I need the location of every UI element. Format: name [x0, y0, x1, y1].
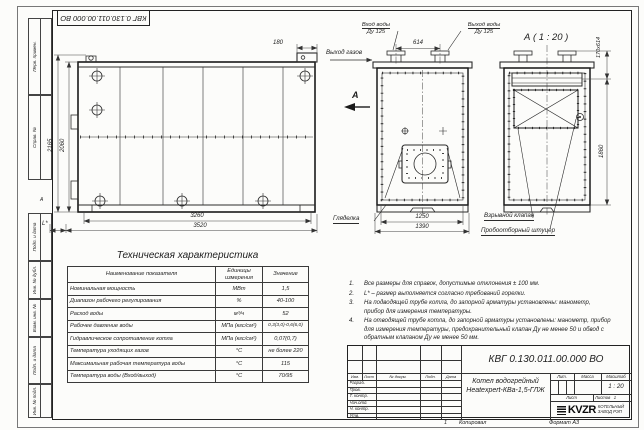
note-text: На отводящей трубе котла, до запорной арматуры установлены: манометр, прибор для измерения температуры, предохранительный клапан Ду не менее 50 и обвод с обратным клапаном Ду не менее 50 мм.: [364, 318, 611, 342]
tech-row: [68, 295, 309, 308]
view-a-title: А ( 1 : 20 ): [524, 32, 569, 43]
tech-row: [68, 308, 309, 321]
note-text: На подводящей трубе котла, до запорной арматуры установлены: манометр, прибор для измерения температуры.: [364, 300, 591, 315]
tech-value: не более 220: [263, 345, 309, 358]
tech-col-value: Значение: [263, 267, 309, 283]
dim-170x614: 170х614: [596, 36, 602, 58]
tech-units: °С: [216, 358, 263, 371]
tech-units: МПа (кгс/см²): [216, 320, 263, 333]
water-outlet-callout: [458, 22, 510, 36]
tech-row: [68, 370, 309, 383]
note-item: 1. Все размеры для справок, допустимые отклонения ± 100 мм.: [349, 281, 540, 287]
dim-180: 180: [272, 40, 283, 46]
front-view-dimensions: [375, 49, 469, 235]
dim-2060: 2060: [60, 138, 66, 152]
water-inlet-callout: [352, 22, 400, 36]
row-nachotd: Нач.отд.: [349, 399, 368, 405]
title-block: [347, 345, 630, 418]
side-stamp-label: Инв. № дубл.: [32, 265, 37, 295]
dim-2165: 2165: [48, 138, 54, 152]
dim-1860: 1860: [599, 144, 605, 158]
explosion-valve-label: Взрывной клапан: [484, 212, 535, 219]
tech-name: Температура уходящих газов: [68, 345, 216, 358]
tech-value: 115: [263, 358, 309, 371]
tech-units: МПа (кгс/см²): [216, 333, 263, 346]
col-data: Дата: [445, 374, 457, 379]
front-view-drawing: [373, 31, 472, 234]
kvzr-logo: [551, 402, 630, 418]
sampling-fitting-label: Пробоотборный штуцер: [481, 227, 556, 234]
mass-label: Масса: [581, 374, 594, 379]
side-stamp-label: Подп. и дата: [32, 222, 37, 252]
dim-1390: 1390: [415, 223, 429, 230]
gas-outlet-label: Выход газов: [326, 49, 363, 56]
lit-label: Лит.: [557, 374, 567, 379]
note-text: Все размеры для справок, допустимые отклонения ± 100 мм.: [364, 281, 540, 287]
lifting-lug-marks: [89, 68, 313, 209]
tech-table: [67, 266, 309, 383]
row-tkontr: Т. контр.: [349, 393, 369, 398]
company-name: [598, 405, 624, 415]
tech-value: 40-100: [263, 295, 309, 308]
tech-units: °С: [216, 370, 263, 383]
tech-name: Рабочее давление воды: [68, 320, 216, 333]
sheets-label: Листов 1: [595, 395, 617, 400]
side-stamp-label: Подп. и дата: [32, 346, 37, 375]
tech-name: Номинальная мощность: [68, 283, 216, 296]
tech-row: [68, 333, 309, 346]
tech-units: °С: [216, 345, 263, 358]
tech-table-title: Техническая характеристика: [116, 250, 259, 261]
sight-glass-label: Гляделка: [333, 215, 360, 222]
top-doc-number: КВГ 0.130.011.00.000 ВО: [60, 14, 147, 23]
row-utv: Утв.: [349, 412, 360, 418]
dim-3260: 3260: [190, 213, 204, 219]
company-name-line2: ЗАВОД РЭП: [597, 409, 622, 414]
row-razrab: Разраб.: [349, 380, 366, 385]
scale-value: 1 : 20: [608, 383, 624, 390]
col-docnum: № докум.: [389, 374, 407, 379]
rear-view-drawing: [500, 45, 611, 229]
col-podp: Подп.: [425, 374, 436, 379]
tech-row: [68, 283, 309, 296]
kvzr-logo-icon: [557, 406, 566, 415]
tech-units: %: [216, 295, 263, 308]
side-stamp-label: Взам. инв. №: [32, 303, 37, 333]
explosion-valve-panel: [514, 90, 578, 128]
notes-list: [349, 280, 611, 344]
note-item: 4. На отводящей трубе котла, до запорной арматуры установлены: манометр, прибор для измерения температуры, предохранительный клапан Ду не менее 50 и обвод с обратным клапаном Ду не менее 50 мм.: [349, 318, 611, 342]
company-name-line1: КОТЕЛЬНЫЙ: [597, 404, 625, 410]
water-inlet-dn: Ду 125: [366, 29, 386, 36]
note-item: 3. На подводящей трубе котла, до запорной арматуры установлены: манометр, прибор для измерения температуры.: [349, 299, 611, 316]
dim-3520: 3520: [193, 222, 207, 229]
row-prov: Пров.: [349, 386, 361, 392]
sheet-label: Лист: [566, 395, 577, 400]
section-letter: А: [352, 90, 359, 100]
tech-value: 70/95: [263, 370, 309, 383]
tech-col-units: Единицы измерения: [216, 267, 263, 283]
water-inlet-label: Вход воды: [361, 22, 391, 28]
tech-value: 0,07(0,7): [263, 333, 309, 346]
tech-row: [68, 345, 309, 358]
doc-number: КВГ 0.130.011.00.000 ВО: [488, 354, 604, 365]
product-title-line1: Котел водогрейный: [472, 378, 539, 385]
footer-sheet-number: 1: [444, 419, 448, 426]
tech-value: 0,3(3,0)-0,6(6,0): [263, 320, 309, 333]
water-outlet-label: Выход воды: [467, 22, 501, 28]
section-view-arrow: [344, 103, 370, 111]
footer-format-label: Формат А3: [549, 419, 580, 426]
tech-units: МВт: [216, 283, 263, 296]
sheets-value: 1: [613, 395, 617, 400]
tech-units: м³/ч: [216, 308, 263, 321]
tech-name: Максимальная рабочая температура воды: [68, 358, 216, 371]
note-text: L* – размер выполняется согласно требований горелки.: [364, 290, 526, 297]
product-title: [461, 377, 550, 396]
side-stamp-label: Инв. № подл.: [32, 386, 37, 416]
side-stamp-label: Перв. примен.: [32, 41, 37, 72]
tech-col-name: Наименование показателя: [68, 267, 216, 283]
dim-L: L*: [42, 221, 48, 227]
tech-name: Температура воды (Вход/выход): [68, 370, 216, 383]
tech-name: Диапазон рабочего регулирования: [68, 295, 216, 308]
burner-plate: [399, 145, 451, 183]
side-view-drawing: [50, 44, 372, 233]
dim-1250: 1250: [415, 214, 429, 220]
tech-value: 1,5: [263, 283, 309, 296]
note-item: 2. L* – размер выполняется согласно требований горелки.: [349, 290, 526, 297]
tech-value: 52: [263, 308, 309, 321]
tech-name: Расход воды: [68, 308, 216, 321]
footer-copied-label: Копировал: [459, 419, 487, 426]
tech-row: [68, 358, 309, 371]
scale-label: Масштаб: [606, 374, 626, 379]
kvzr-logo-text: KVZR: [567, 404, 596, 416]
rear-view-dimensions: [576, 51, 611, 205]
product-title-line2: Heatexpert-КВа-1,5-ГЛЖ: [466, 387, 545, 395]
col-list: Лист: [363, 374, 375, 379]
water-outlet-dn: Ду 125: [474, 29, 494, 36]
col-izm: Изм.: [350, 374, 360, 379]
side-stamp-label: Справ. №: [32, 127, 37, 148]
zone-marker: А: [40, 197, 44, 203]
row-nkontr: Н. контр.: [349, 406, 369, 411]
dim-614: 614: [412, 40, 423, 46]
tech-name: Гидравлическое сопротивление котла: [68, 333, 216, 346]
tech-row: [68, 320, 309, 333]
